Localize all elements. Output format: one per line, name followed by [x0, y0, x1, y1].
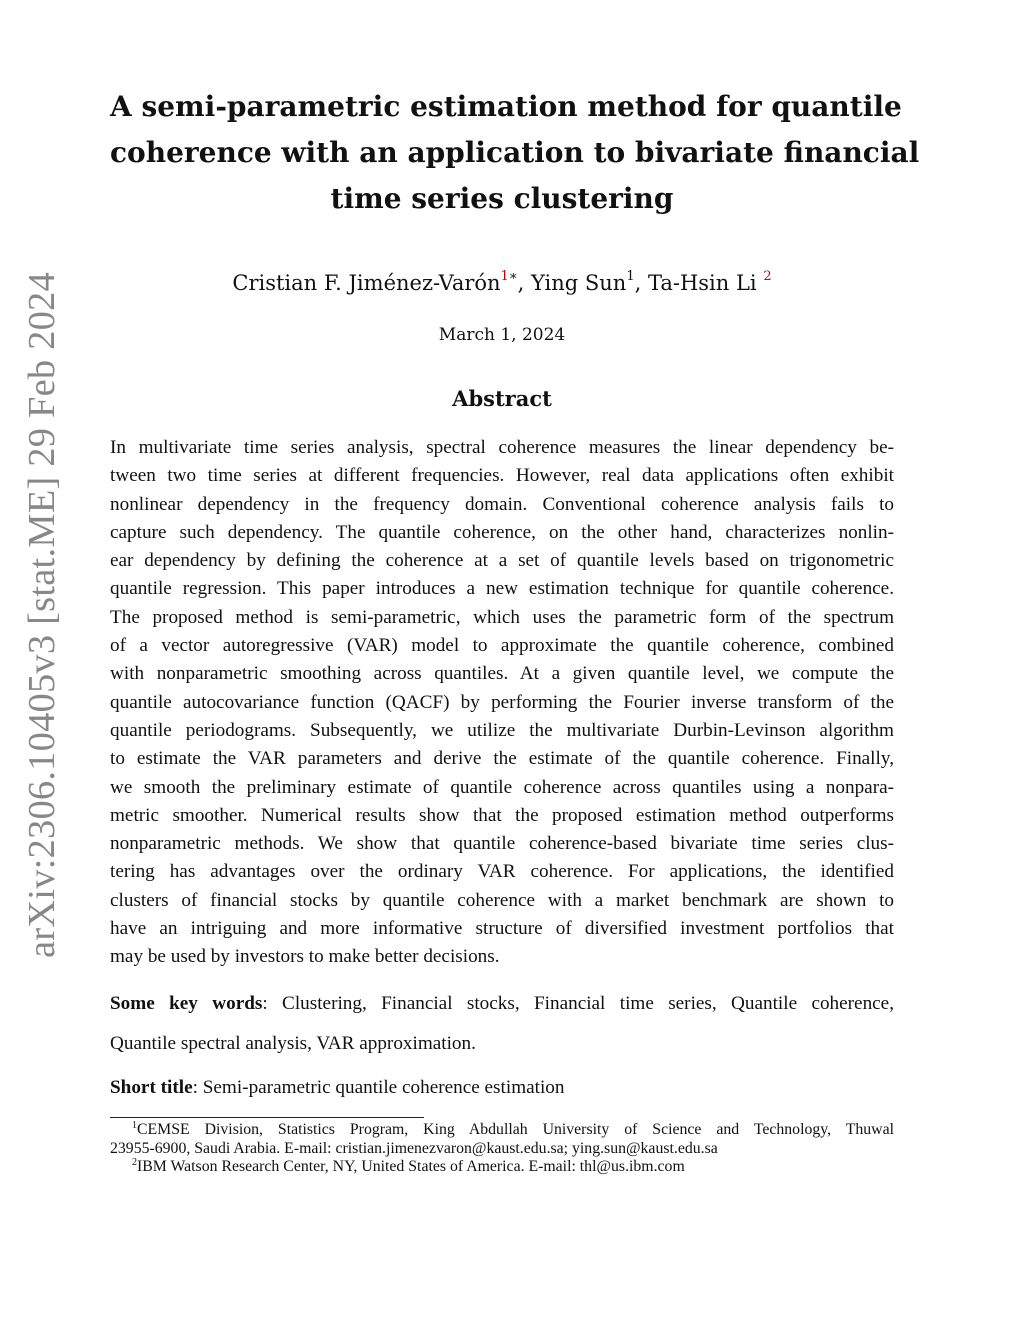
- author-list: [110, 268, 894, 298]
- arxiv-identifier: arXiv:2306.10405v3 [stat.ME] 29 Feb 2024: [21, 272, 63, 958]
- abstract-line: metric smoother. Numerical results show that the proposed estimation method outperforms: [110, 804, 894, 826]
- arxiv-side-stamp: [20, 0, 76, 1325]
- abstract-line: The proposed method is semi-parametric, which uses the parametric form of the spectrum: [110, 606, 894, 628]
- title-line: coherence with an application to bivariate financial: [110, 136, 920, 169]
- abstract-line: tering has advantages over the ordinary VAR coherence. For applications, the identified: [110, 861, 894, 883]
- title-line: time series clustering: [330, 182, 674, 215]
- abstract-line: have an intriguing and more informative structure of diversified investment portfolios that: [110, 918, 894, 940]
- affiliation-link[interactable]: 2: [763, 269, 772, 284]
- abstract-line: may be used by investors to make better decisions.: [110, 946, 500, 968]
- abstract-body: [110, 434, 894, 972]
- abstract-line: capture such dependency. The quantile coherence, on the other hand, characterizes nonlin-: [110, 521, 894, 543]
- abstract-line: of a vector autoregressive (VAR) model to approximate the quantile coherence, combined: [110, 635, 894, 657]
- abstract-line: with nonparametric smoothing across quantiles. At a given quantile level, we compute the: [110, 663, 894, 685]
- keywords-block: [110, 984, 894, 1064]
- short-title-text: : Semi-parametric quantile coherence estimation: [192, 1077, 565, 1098]
- corresponding-mark: ∗: [508, 269, 518, 284]
- footnote-text: IBM Watson Research Center, NY, United States of America. E-mail: thl@us.ibm.com: [137, 1158, 685, 1175]
- abstract-line: we smooth the preliminary estimate of quantile coherence across quantiles using a nonpara-: [110, 776, 894, 798]
- abstract-line: to estimate the VAR parameters and derive the estimate of the quantile coherence. Finally,: [110, 748, 894, 770]
- abstract-line: nonlinear dependency in the frequency domain. Conventional coherence analysis fails to: [110, 493, 894, 515]
- footnote-1-continued: 23955-6900, Saudi Arabia. E-mail: cristian.jimenezvaron@kaust.edu.sa; ying.sun@kaust.edu.sa: [110, 1139, 718, 1157]
- abstract-line: nonparametric methods. We show that quantile coherence-based bivariate time series clus-: [110, 833, 894, 855]
- author-separator: ,: [517, 271, 532, 295]
- abstract-line: tween two time series at different frequencies. However, real data applications often exhibit: [110, 465, 894, 487]
- footnote-divider: [110, 1117, 424, 1118]
- short-title-block: [110, 1074, 894, 1102]
- abstract-line: quantile regression. This paper introduces a new estimation technique for quantile coherence.: [110, 578, 894, 600]
- keywords-text: : Clustering, Financial stocks, Financial time series, Quantile coherence,: [262, 993, 894, 1014]
- keywords-line: [110, 984, 894, 1024]
- author-name: Ta-Hsin Li: [647, 271, 764, 295]
- keywords-label: Some key words: [110, 993, 263, 1014]
- author-separator: ,: [634, 271, 648, 295]
- affiliation-mark: 1: [626, 269, 635, 284]
- paper-title: [110, 84, 920, 222]
- author-name: Ying Sun: [531, 271, 627, 295]
- short-title-label: Short title: [110, 1077, 193, 1098]
- footnote-mark: 1: [132, 1120, 137, 1131]
- keywords-line: Quantile spectral analysis, VAR approximation.: [110, 1033, 476, 1054]
- abstract-line: quantile periodograms. Subsequently, we utilize the multivariate Durbin-Levinson algorithm: [110, 719, 894, 741]
- footnote-text: CEMSE Division, Statistics Program, King Abdullah University of Science and Technology, Thuwal: [137, 1121, 894, 1138]
- abstract-line: ear dependency by defining the coherence at a set of quantile levels based on trigonometric: [110, 550, 894, 572]
- affiliation-link[interactable]: 1: [500, 269, 509, 284]
- footnotes: [110, 1121, 894, 1177]
- footnote-2: [110, 1158, 894, 1177]
- abstract-line: In multivariate time series analysis, spectral coherence measures the linear dependency be-: [110, 437, 894, 458]
- abstract-line: clusters of financial stocks by quantile coherence with a market benchmark are shown to: [110, 889, 894, 911]
- paper-date: March 1, 2024: [438, 325, 566, 345]
- footnote-1: [110, 1121, 894, 1140]
- abstract-heading: Abstract: [452, 386, 552, 411]
- author-name: Cristian F. Jiménez-Varón: [232, 271, 501, 295]
- footnote-mark: 2: [132, 1157, 137, 1168]
- abstract-line: quantile autocovariance function (QACF) by performing the Fourier inverse transform of the: [110, 691, 894, 713]
- title-line: A semi-parametric estimation method for quantile: [110, 90, 902, 123]
